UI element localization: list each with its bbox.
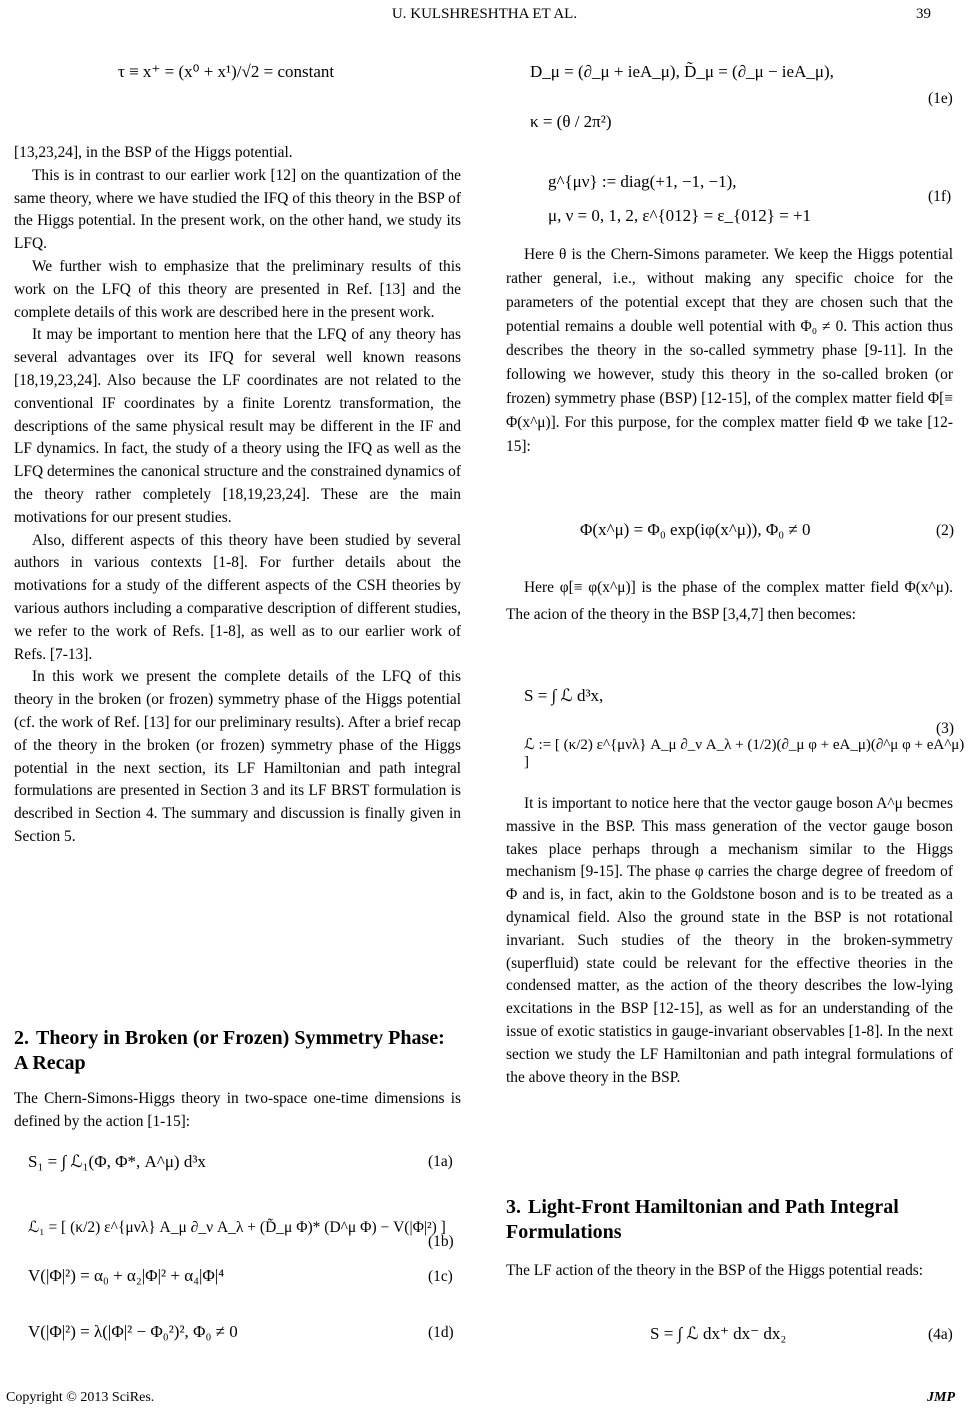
- right-column-block-2: [506, 574, 953, 628]
- equation-label: (1f): [928, 188, 952, 205]
- equation-label: (4a): [928, 1326, 953, 1343]
- page-number: 39: [916, 6, 931, 22]
- equation-1f-line2: μ, ν = 0, 1, 2, ε^{012} = ε_{012} = +1: [548, 206, 812, 225]
- section-title: Light-Front Hamiltonian and Path Integral Formulations: [506, 1196, 899, 1243]
- paragraph: The Chern-Simons-Higgs theory in two-space one-time dimensions is defined by the action [1-15]:: [14, 1090, 461, 1130]
- equation-1b: ℒ₁ = [ (κ/2) ε^{μνλ} A_μ ∂_ν A_λ + (D̃_μ Φ)* (D^μ Φ) − V(|Φ|²) ]: [28, 1219, 446, 1236]
- paragraph: The LF action of the theory in the BSP of the Higgs potential reads:: [506, 1262, 924, 1279]
- paragraph: It is important to notice here that the vector gauge boson A^μ becmes massive in the BSP. This mass generation of the vector gauge boson takes place perhaps through a mechanism similar to the Higgs mechanism [9-15]. The phase φ carries the charge degree of freedom of Φ and is, in fact, akin to the Goldstone boson and is to be treated as a dynamical field. Also the ground state in the BSP is not rotational invariant. Such studies of the theory in the broken-symmetry (superfluid) state could be relevant for the effective theories in the condensed matter, as the action of the theory describes the low-lying excitations in the BSP [12-15], as well as for an understanding of the issue of exotic statistics in gauge-invariant observables [1-8]. In the next section we study the LF Hamiltonian and path integral formulations of the above theory in the BSP.: [506, 795, 953, 1086]
- equation-1d: V(|Φ|²) = λ(|Φ|² − Φ₀²)², Φ₀ ≠ 0: [28, 1322, 238, 1341]
- running-header: U. KULSHRESHTHA ET AL.: [391, 6, 578, 22]
- equation-label: (1d): [428, 1324, 454, 1341]
- equation-1c: V(|Φ|²) = α₀ + α₂|Φ|² + α₄|Φ|⁴: [28, 1266, 225, 1285]
- equation-label: (1e): [928, 90, 953, 107]
- equation-1a: S₁ = ∫ ℒ₁(Φ, Φ*, A^μ) d³x: [28, 1152, 206, 1171]
- journal-abbrev: JMP: [927, 1390, 955, 1405]
- section-number: 3.: [506, 1196, 521, 1218]
- equation-lightfront-time: τ ≡ x⁺ = (x⁰ + x¹)/√2 = constant: [118, 62, 335, 81]
- right-column-block-4: [506, 1260, 953, 1283]
- paragraph: This is in contrast to our earlier work [12] on the quantization of the same theory, where we have studied the IFQ of this theory in the BSP of the Higgs potential. In the present work, on the other hand, we study its LFQ.: [14, 166, 461, 253]
- paragraph: We further wish to emphasize that the preliminary results of this work on the LFQ of this theory are presented in Ref. [13] and the complete details of this work are described here in the present work.: [14, 257, 461, 321]
- paragraph: Here θ is the Chern-Simons parameter. We keep the Higgs potential rather general, i.e., without making any specific choice for the parameters of the potential except that they are chosen such that the potential remains a double well potential with Φ₀ ≠ 0. This action thus describes the theory in the so-called symmetry phase [9-11]. In the following we however, study this theory in the so-called broken (or frozen) symmetry phase (BSP) [12-15], of the complex matter field Φ[≡ Φ(x^μ)]. For this purpose, for the complex matter field Φ we take [12-15]:: [506, 246, 953, 455]
- equation-1e-line1: D_μ = (∂_μ + ieA_μ), D̃_μ = (∂_μ − ieA_μ),: [530, 62, 834, 81]
- right-column-block-3: [506, 793, 953, 1089]
- equation-label: (1a): [428, 1153, 453, 1170]
- equation-1f-line1: g^{μν} := diag(+1, −1, −1),: [548, 172, 737, 191]
- paragraph: In this work we present the complete details of the LFQ of this theory in the broken (or frozen) symmetry phase of the Higgs potential (cf. the work of Ref. [13] for our preliminary results). After a brief recap of the theory in the broken (or frozen) symmetry phase of the Higgs potential in the next section, its LF Hamiltonian and path integral formulations are presented in Section 3 and its LF BRST formulation is described in Section 4. The summary and discussion is finally given in Section 5.: [14, 668, 461, 845]
- equation-3-line2: ℒ := [ (κ/2) ε^{μνλ} A_μ ∂_ν A_λ + (1/2)(∂_μ φ + eA_μ)(∂^μ φ + eA^μ) ]: [524, 737, 965, 770]
- copyright-notice: Copyright © 2013 SciRes.: [6, 1390, 155, 1405]
- equation-3-line1: S = ∫ ℒ d³x,: [524, 686, 604, 705]
- equation-1e-line2: κ = (θ / 2π²): [530, 112, 612, 131]
- paragraph: Here φ[≡ φ(x^μ)] is the phase of the complex matter field Φ(x^μ). The acion of the theory in the BSP [3,4,7] then becomes:: [506, 579, 953, 623]
- equation-2: Φ(x^μ) = Φ₀ exp(iφ(x^μ)), Φ₀ ≠ 0: [580, 520, 811, 539]
- paragraph: It may be important to mention here that the LFQ of any theory has several advantages over its IFQ for several well known reasons [18,19,23,24]. Also because the LF coordinates are not related to the conventional IF coordinates by a finite Lorentz transformation, the descriptions of the same physical result may be different in the IF and LF dynamics. In fact, the study of a theory using the IFQ as well as the LFQ determines the canonical structure and the constrained dynamics of the theory rather completely [18,19,23,24]. These are the main motivations for our present studies.: [14, 326, 461, 526]
- equation-label: (2): [936, 522, 954, 539]
- section-number: 2.: [14, 1027, 29, 1049]
- equation-label: (1c): [428, 1268, 453, 1285]
- section-heading-2: [14, 1026, 461, 1076]
- paragraph: Also, different aspects of this theory have been studied by several authors in various contexts [1-8]. For further details about the motivations for a study of the different aspects of the CSH theories by various authors including a comparative description of different studies, we refer to the work of Refs. [1-8], as well as to our earlier work of Refs. [7-13].: [14, 531, 461, 663]
- equation-4a: S = ∫ ℒ dx⁺ dx⁻ dx₂: [650, 1324, 787, 1343]
- left-column: [14, 142, 461, 849]
- section-heading-3: [506, 1195, 953, 1245]
- equation-label: (3): [936, 720, 954, 737]
- left-column-intro: [14, 1088, 461, 1134]
- section-title: Theory in Broken (or Frozen) Symmetry Phase: A Recap: [14, 1027, 445, 1074]
- right-column-block-1: [506, 243, 953, 459]
- paragraph: [13,23,24], in the BSP of the Higgs potential.: [14, 144, 293, 161]
- equation-label: (1b): [428, 1233, 454, 1250]
